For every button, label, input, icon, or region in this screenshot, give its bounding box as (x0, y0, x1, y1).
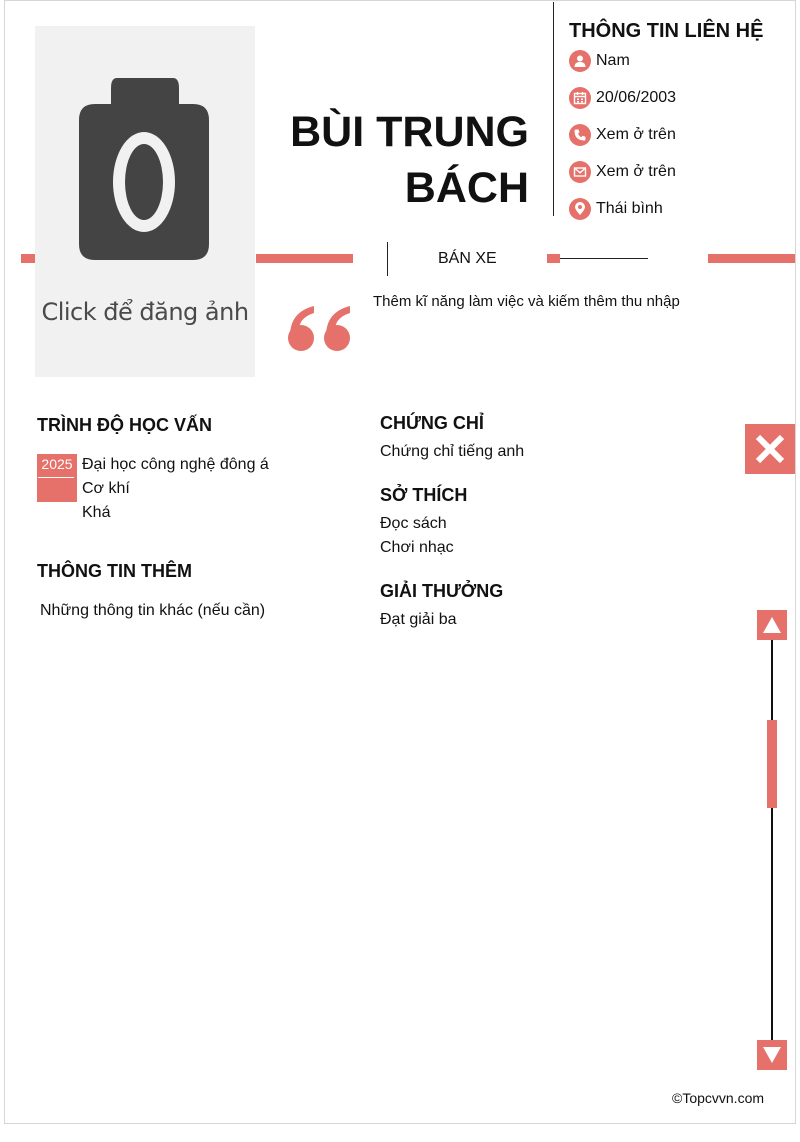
contact-email (569, 161, 676, 183)
contact-birthday-text: 20/06/2003 (596, 89, 677, 106)
hobby-item: Chơi nhạc (380, 539, 454, 556)
contact-email-text: Xem ở trên (596, 163, 676, 180)
scroll-up-button[interactable] (757, 610, 787, 640)
education-year: 2025 (41, 456, 73, 472)
triangle-up-icon (762, 616, 782, 634)
extra-info-text: Những thông tin khác (nếu cần) (40, 602, 266, 619)
award-item: Đạt giải ba (380, 611, 457, 628)
avatar-upload[interactable] (35, 26, 255, 377)
photo-upload-label: Click để đăng ảnh (41, 298, 249, 326)
career-objective: Thêm kĩ năng làm việc và kiếm thêm thu nhập (373, 293, 680, 310)
awards-title: GIẢI THƯỞNG (380, 581, 504, 601)
name-line-1: BÙI TRUNG (290, 108, 529, 156)
close-button[interactable] (745, 424, 795, 474)
candidate-name (262, 104, 529, 216)
contact-gender-text: Nam (596, 52, 630, 69)
contact-gender (569, 50, 630, 72)
education-title: TRÌNH ĐỘ HỌC VẤN (37, 415, 212, 435)
email-icon (569, 161, 591, 183)
hobbies-title: SỞ THÍCH (380, 485, 468, 505)
job-title: BÁN XE (438, 250, 497, 267)
hobby-item: Đọc sách (380, 515, 447, 532)
job-underline (560, 258, 648, 259)
accent-bar-small (547, 254, 560, 263)
education-school: Đại học công nghệ đông á (82, 456, 269, 473)
user-icon (569, 50, 591, 72)
education-grade: Khá (82, 504, 111, 521)
triangle-down-icon (762, 1046, 782, 1064)
contact-phone-text: Xem ở trên (596, 126, 676, 143)
location-icon (569, 198, 591, 220)
education-year-divider (38, 477, 74, 478)
education-major: Cơ khí (82, 480, 130, 497)
accent-bar-right (708, 254, 795, 263)
calendar-icon (569, 87, 591, 109)
close-icon (753, 432, 787, 466)
footer-credit: ©Topcvvn.com (672, 1090, 765, 1106)
certificate-item: Chứng chỉ tiếng anh (380, 443, 525, 460)
contact-divider (553, 2, 554, 216)
accent-bar-center (256, 254, 353, 263)
quote-icon (286, 300, 354, 354)
contact-section-title: THÔNG TIN LIÊN HỆ (569, 20, 764, 42)
extra-info-title: THÔNG TIN THÊM (37, 561, 192, 581)
certificates-title: CHỨNG CHỈ (380, 413, 484, 433)
contact-birthday (569, 87, 676, 109)
contact-address (569, 198, 663, 220)
accent-bar-left (21, 254, 35, 263)
phone-icon (569, 124, 591, 146)
scroll-down-button[interactable] (757, 1040, 787, 1070)
scrollbar-thumb[interactable] (767, 720, 777, 808)
contact-phone (569, 124, 676, 146)
contact-address-text: Thái bình (596, 200, 663, 217)
camera-icon (79, 78, 211, 260)
scrollbar-track[interactable] (771, 640, 773, 1040)
name-line-2: BÁCH (404, 164, 529, 212)
job-divider (387, 242, 388, 276)
